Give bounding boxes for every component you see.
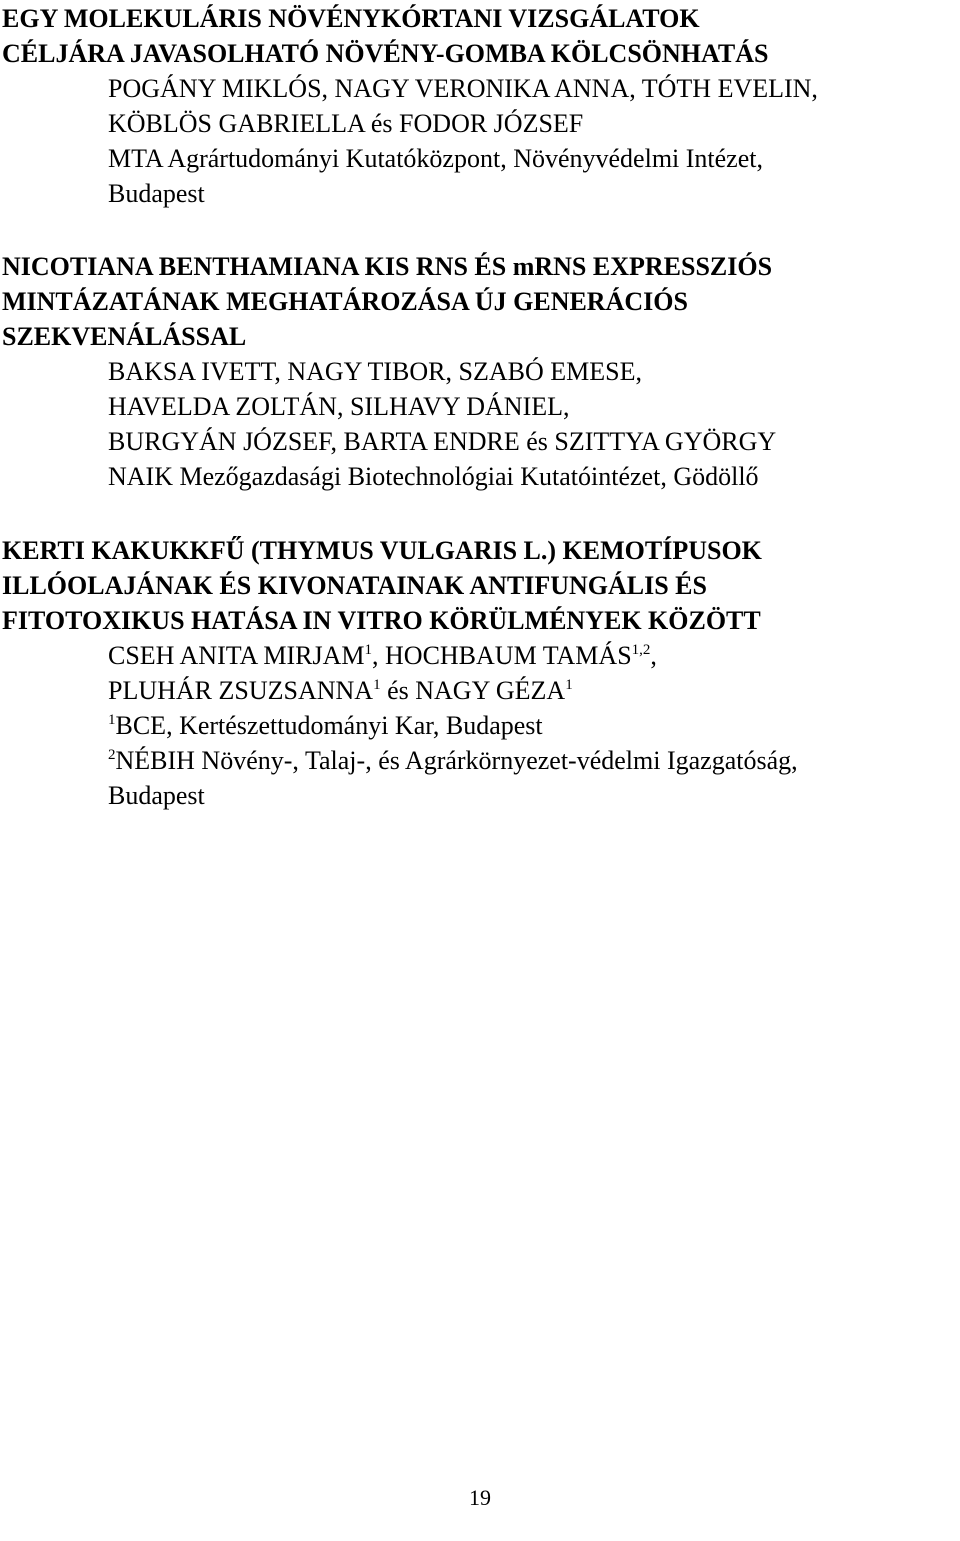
abstract-2-title-line: SZEKVENÁLÁSSAL bbox=[2, 322, 247, 351]
abstract-1 bbox=[0, 1, 960, 211]
author-affiliation-marker: 1,2 bbox=[631, 642, 651, 658]
author-separator: , bbox=[650, 641, 657, 670]
abstract-1-title-line: CÉLJÁRA JAVASOLHATÓ NÖVÉNY-GOMBA KÖLCSÖNHATÁS bbox=[2, 39, 769, 68]
abstract-2-author-line: BAKSA IVETT, NAGY TIBOR, SZABÓ EMESE, bbox=[108, 357, 642, 386]
page-number: 19 bbox=[469, 1485, 491, 1510]
abstract-1-affiliation-line: Budapest bbox=[108, 179, 205, 208]
affiliation-text: BCE, Kertészettudományi Kar, Budapest bbox=[115, 711, 543, 740]
abstract-3-author-line bbox=[0, 638, 960, 673]
abstract-2-affiliation-line: NAIK Mezőgazdasági Biotechnológiai Kutatóintézet, Gödöllő bbox=[108, 462, 759, 491]
abstract-2-author-line: HAVELDA ZOLTÁN, SILHAVY DÁNIEL, bbox=[108, 392, 570, 421]
abstract-2-title-line: NICOTIANA BENTHAMIANA KIS RNS ÉS mRNS EXPRESSZIÓS bbox=[2, 252, 773, 281]
abstract-1-author-line: POGÁNY MIKLÓS, NAGY VERONIKA ANNA, TÓTH EVELIN, bbox=[108, 74, 818, 103]
abstract-1-title-line: EGY MOLEKULÁRIS NÖVÉNYKÓRTANI VIZSGÁLATOK bbox=[2, 4, 700, 33]
abstract-3-title-line: FITOTOXIKUS HATÁSA IN VITRO KÖRÜLMÉNYEK KÖZÖTT bbox=[2, 606, 761, 635]
author-name: NAGY GÉZA bbox=[415, 676, 566, 705]
author-affiliation-marker: 1 bbox=[565, 677, 573, 693]
abstract-3-affiliation-line bbox=[0, 708, 960, 743]
abstract-3 bbox=[0, 533, 960, 813]
abstract-2-author-line: BURGYÁN JÓZSEF, BARTA ENDRE és SZITTYA GYÖRGY bbox=[108, 427, 777, 456]
author-separator: és bbox=[380, 676, 416, 705]
abstract-2 bbox=[0, 249, 960, 494]
author-name: HOCHBAUM TAMÁS bbox=[385, 641, 632, 670]
abstract-2-title-line: MINTÁZATÁNAK MEGHATÁROZÁSA ÚJ GENERÁCIÓS bbox=[2, 287, 688, 316]
abstract-3-title-line: ILLÓOLAJÁNAK ÉS KIVONATAINAK ANTIFUNGÁLIS ÉS bbox=[2, 571, 707, 600]
author-name: CSEH ANITA MIRJAM bbox=[108, 641, 365, 670]
author-affiliation-marker: 1 bbox=[364, 642, 373, 658]
abstract-3-affiliation-line: Budapest bbox=[108, 781, 205, 810]
author-separator: , bbox=[372, 641, 386, 670]
abstract-3-title-line: KERTI KAKUKKFŰ (THYMUS VULGARIS L.) KEMOTÍPUSOK bbox=[2, 536, 762, 565]
affiliation-marker: 1 bbox=[108, 712, 116, 728]
abstract-3-affiliation-line bbox=[0, 743, 960, 778]
abstract-1-author-line: KÖBLÖS GABRIELLA és FODOR JÓZSEF bbox=[108, 109, 584, 138]
abstract-3-author-line bbox=[0, 673, 960, 708]
affiliation-text: NÉBIH Növény-, Talaj-, és Agrárkörnyezet-védelmi Igazgatóság, bbox=[115, 746, 798, 775]
affiliation-marker: 2 bbox=[108, 747, 116, 763]
author-affiliation-marker: 1 bbox=[373, 677, 381, 693]
author-name: PLUHÁR ZSUZSANNA bbox=[108, 676, 374, 705]
abstract-1-affiliation-line: MTA Agrártudományi Kutatóközpont, Növényvédelmi Intézet, bbox=[108, 144, 763, 173]
